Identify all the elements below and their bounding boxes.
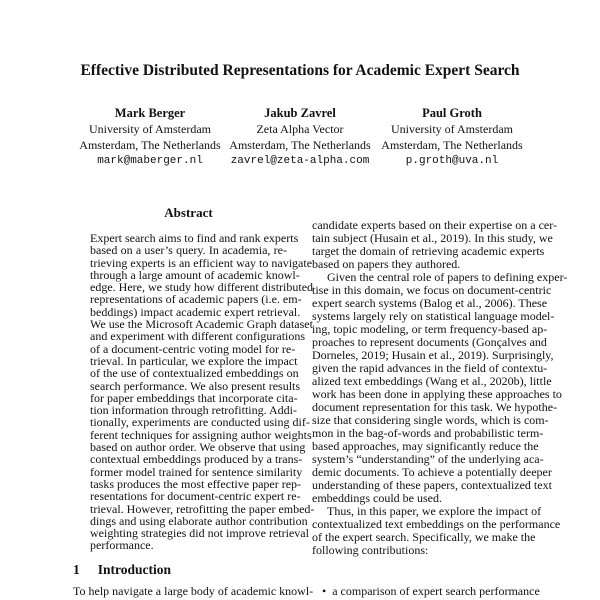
text-line: tion information through retrofitting. Addi- [90,403,297,418]
text-line: beddings) impact academic expert retrieval. [90,304,301,319]
section-title: Introduction [97,562,172,577]
text-line: trieving experts is an efficient way to navigate [90,255,313,270]
abstract-heading: Abstract [164,205,213,220]
text-line: alized text embeddings (Wang et al., 2020b), little [312,374,552,388]
section-heading [73,562,189,578]
text-line: To help navigate a large body of academic knowl- [73,584,314,598]
text-line: of the expert search. Specifically, we make the [312,530,536,544]
text-line: resentations for document-centric expert re- [90,489,301,504]
author-location: Amsterdam, The Netherlands [229,138,371,152]
text-line: proaches to represent documents (Gonçalves and [312,335,547,349]
text-line: trieval. In particular, we explore the impact [90,353,298,368]
author-affiliation: University of Amsterdam [391,122,513,136]
text-line: of a document-centric voting model for re- [90,341,296,356]
author-location: Amsterdam, The Netherlands [381,138,523,152]
text-line: We use the Microsoft Academic Graph dataset [90,317,313,332]
text-line: dings and using elaborate author contribution [90,513,308,528]
author-name: Jakub Zavrel [264,106,336,120]
text-line: work has been done in applying these approaches to [312,387,562,401]
text-line: based on a user’s query. In academia, re- [90,243,287,258]
text-line: performance. [90,538,154,553]
author-name: Mark Berger [114,106,186,120]
contribution-bullet: • a comparison of expert search performance [322,584,540,598]
text-line: edge. Here, we study how different distributed [90,280,314,295]
text-line: based approaches, may significantly reduce the [312,439,539,453]
text-line: understanding of these papers, contextualized text [312,478,552,492]
author-email: mark@maberger.nl [97,155,203,167]
author-location: Amsterdam, The Netherlands [79,138,221,152]
text-line: ing, topic modeling, or term frequency-based ap- [312,322,548,336]
author-email: p.groth@uva.nl [405,155,499,167]
text-line: expert search systems (Balog et al., 2006). These [312,296,548,310]
bullet-text: a comparison of expert search performance [332,584,540,598]
text-line: contextualized text embeddings on the performance [312,517,561,531]
text-line: ferent techniques for assigning author weights [90,427,312,442]
text-line: system’s “understanding” of the underlying aca- [312,452,544,466]
section-number: 1 [73,562,80,577]
text-line: representations of academic papers (i.e. em- [90,292,302,307]
author-name: Paul Groth [422,106,482,120]
text-line: tasks produces the most effective paper rep- [90,476,302,491]
intro-body [73,584,314,598]
text-line: former model trained for sentence similarity [90,464,303,479]
text-line: demic documents. To achieve a potentially deeper [312,465,552,479]
text-line: embeddings could be used. [312,491,442,505]
text-line: through a large amount of academic knowl- [90,267,300,282]
text-line: contextual embeddings produced by a trans- [90,452,303,467]
text-line: Dorneles, 2019; Husain et al., 2019). Surprisingly, [312,348,554,362]
text-line: target the domain of retrieving academic experts [312,244,545,258]
text-line: weighting strategies did not improve retrieval [90,526,309,541]
text-line: trieval. However, retrofitting the paper embed- [90,501,315,516]
text-line: tain subject (Husain et al., 2019). In this study, we [312,231,553,245]
author-block [76,105,224,169]
text-line: document representation for this task. We hypothe- [312,400,558,414]
text-line: based on papers they authored. [312,257,461,271]
author-email: zavrel@zeta-alpha.com [230,155,370,167]
text-line: for paper embeddings that incorporate cita- [90,390,298,405]
text-line: given the rapid advances in the field of contextu- [312,361,548,375]
author-affiliation: Zeta Alpha Vector [256,122,344,136]
paper-title: Effective Distributed Representations for Academic Expert Search [80,62,520,79]
text-line: and experiment with different configurations [90,329,306,344]
author-affiliation: University of Amsterdam [89,122,211,136]
text-line: Given the central role of papers to defining exper- [327,270,568,284]
text-line: candidate experts based on their expertise on a cer- [312,218,557,232]
text-line: size that considering single words, which is com- [312,413,549,427]
text-line: of the use of contextualized embeddings on [90,366,299,381]
text-line: systems largely rely on statistical language model- [312,309,555,323]
text-line: following contributions: [312,543,429,557]
text-line: tise in this domain, we focus on document-centric [312,283,552,297]
abstract-body [90,231,315,553]
author-block [226,105,374,169]
text-line: Expert search aims to find and rank experts [90,231,299,245]
author-block [378,105,526,169]
text-line: tionally, experiments are conducted using dif- [90,415,310,430]
text-line: based on author order. We observe that using [90,440,306,455]
text-line: Thus, in this paper, we explore the impact of [327,504,542,518]
right-column-body [312,218,568,557]
text-line: search performance. We also present results [90,378,301,393]
text-line: mon in the bag-of-words and probabilistic term- [312,426,544,440]
